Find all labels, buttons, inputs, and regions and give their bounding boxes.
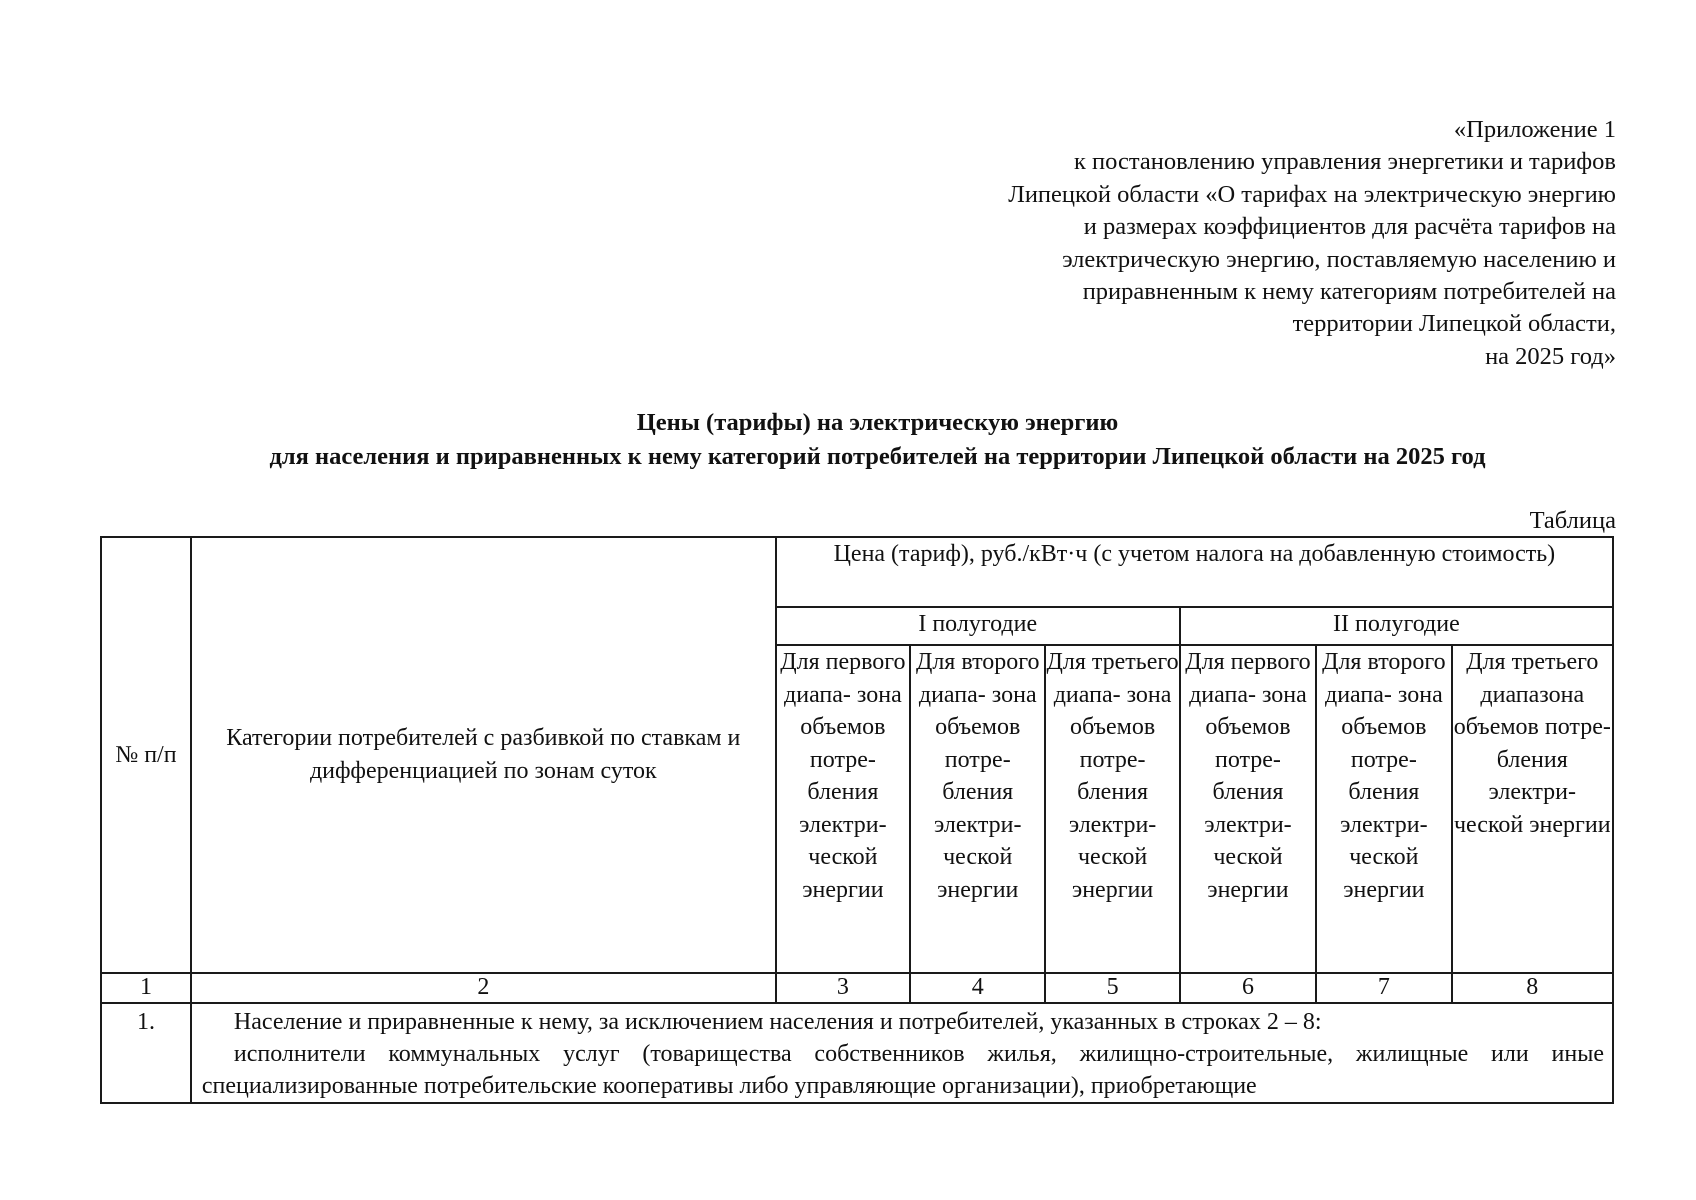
column-number-row — [101, 973, 1613, 1003]
column-number: 3 — [776, 973, 910, 1003]
appendix-line: на 2025 год» — [1485, 342, 1616, 370]
appendix-line: приравненным к нему категориям потребителей на — [1082, 278, 1616, 306]
column-number: 8 — [1452, 973, 1613, 1003]
column-number: 4 — [910, 973, 1045, 1003]
header-range-cell: Для второго диапа- зона объемов потре- бления электри- ческой энергии — [1316, 645, 1451, 973]
header-range-cell: Для первого диапа- зона объемов потре- бления электри- ческой энергии — [1180, 645, 1316, 973]
header-range-cell: Для третьего диапазона объемов потре- бления электри- ческой энергии — [1452, 645, 1613, 973]
table-caption: Таблица — [1529, 507, 1616, 534]
appendix-line: электрическую энергию, поставляемую населению и — [1062, 245, 1616, 273]
row-description — [191, 1003, 1613, 1103]
column-number: 5 — [1045, 973, 1179, 1003]
table-row — [101, 1003, 1613, 1103]
header-range-cell: Для второго диапа- зона объемов потре- бления электри- ческой энергии — [910, 645, 1045, 973]
tariff-table — [100, 536, 1614, 1104]
appendix-line: Липецкой области «О тарифах на электрическую энергию — [1008, 180, 1616, 208]
header-range-cell: Для третьего диапа- зона объемов потре- бления электри- ческой энергии — [1045, 645, 1179, 973]
header-category: Категории потребителей с разбивкой по ставкам и дифференциацией по зонам суток — [191, 537, 776, 973]
header-price: Цена (тариф), руб./кВт·ч (с учетом налога на добавленную стоимость) — [776, 537, 1613, 607]
header-row-price — [101, 537, 1613, 607]
row-description-paragraph-2: исполнители коммунальных услуг (товарищества собственников жилья, жилищно-строительные, жилищные или иные специализированные потребительские кооперативы либо управляющие организации), приобретающие — [201, 1041, 1604, 1099]
appendix-line: к постановлению управления энергетики и тарифов — [1073, 148, 1616, 176]
appendix-line: «Приложение 1 — [1453, 116, 1616, 143]
title-line-1: Цены (тарифы) на электрическую энергию — [636, 409, 1119, 436]
header-range-cell: Для первого диапа- зона объемов потре- бления электри- ческой энергии — [776, 645, 910, 973]
row-number: 1. — [101, 1003, 191, 1103]
header-half-2: II полугодие — [1180, 607, 1613, 645]
column-number: 2 — [191, 973, 776, 1003]
appendix-line: и размерах коэффициентов для расчёта тарифов на — [1083, 213, 1616, 241]
row-description-paragraph-1: Население и приравненные к нему, за исключением населения и потребителей, указанных в строках 2 – 8: — [233, 1009, 1322, 1035]
column-number: 6 — [1180, 973, 1316, 1003]
appendix-reference — [856, 114, 1616, 373]
header-half-1: I полугодие — [776, 607, 1180, 645]
appendix-line: территории Липецкой области, — [1292, 310, 1616, 338]
header-number: № п/п — [101, 537, 191, 973]
document-title — [100, 406, 1655, 474]
column-number: 1 — [101, 973, 191, 1003]
title-line-2: для населения и приравненных к нему категорий потребителей на территории Липецкой области на 2025 год — [269, 443, 1486, 470]
column-number: 7 — [1316, 973, 1451, 1003]
